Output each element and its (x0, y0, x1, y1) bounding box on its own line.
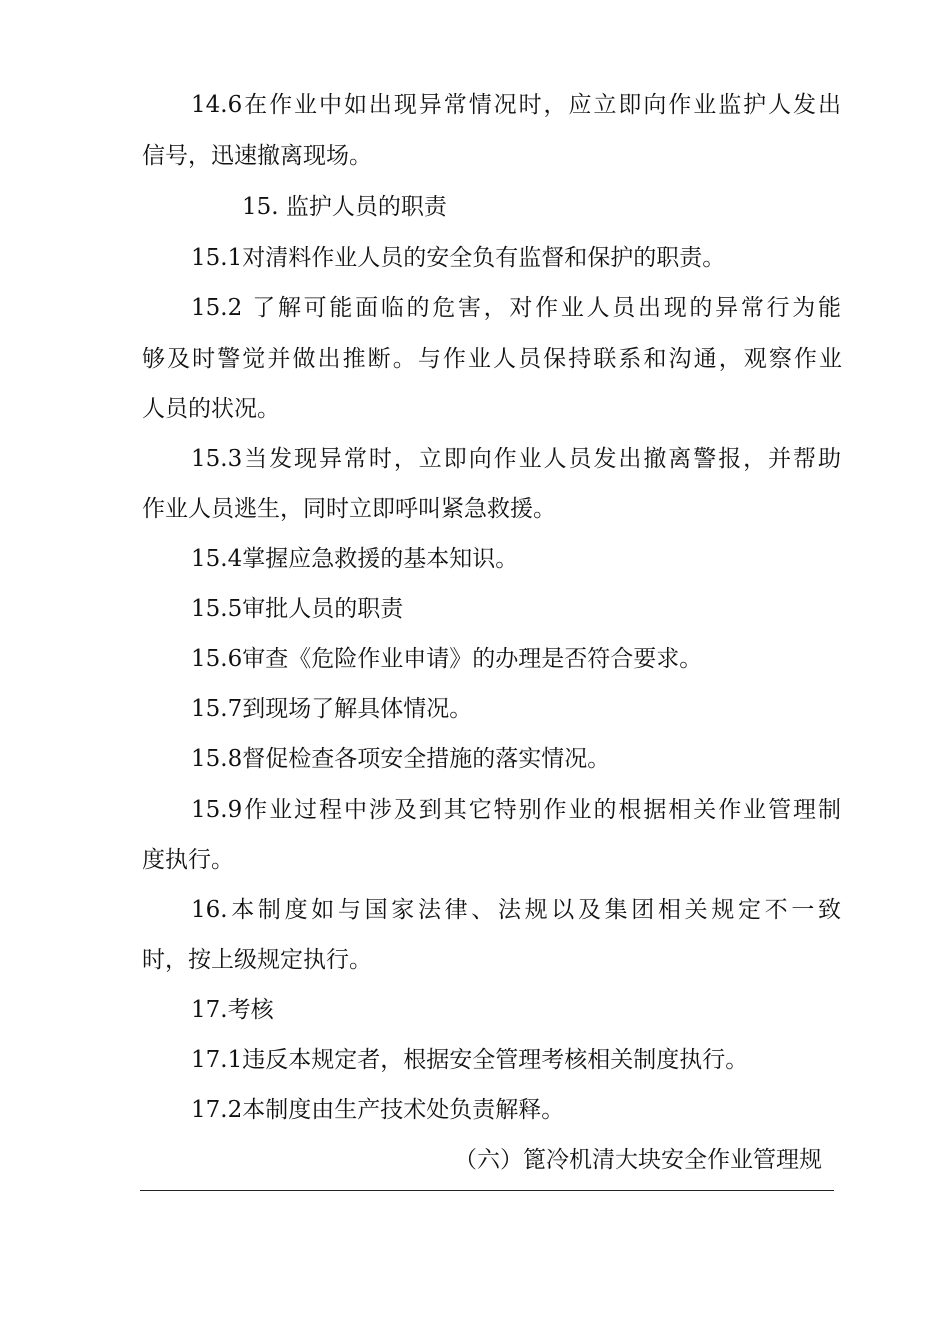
text-line: 14.6在作业中如出现异常情况时，应立即向作业监护人发出 (191, 92, 841, 118)
text-line: 15.8督促检查各项安全措施的落实情况。 (191, 746, 611, 772)
text-line: 信号，迅速撤离现场。 (142, 143, 372, 169)
text-line: 度执行。 (142, 847, 234, 873)
text-line: 15.2 了解可能面临的危害，对作业人员出现的异常行为能 (191, 295, 841, 321)
text-line: 16.本制度如与国家法律、法规以及集团相关规定不一致 (191, 897, 841, 923)
text-line: 15. 监护人员的职责 (242, 194, 447, 220)
text-line: 15.7到现场了解具体情况。 (191, 696, 473, 722)
text-line: 15.3当发现异常时，立即向作业人员发出撤离警报，并帮助 (191, 446, 841, 472)
page-footer-rule (140, 1190, 834, 1191)
text-line: 作业人员逃生，同时立即呼叫紧急救援。 (142, 496, 556, 522)
text-line: 15.6审查《危险作业申请》的办理是否符合要求。 (191, 646, 703, 672)
text-line: 15.4掌握应急救援的基本知识。 (191, 546, 519, 572)
text-line: 17.2本制度由生产技术处负责解释。 (191, 1097, 565, 1123)
text-line: 人员的状况。 (142, 396, 280, 422)
text-line: 够及时警觉并做出推断。与作业人员保持联系和沟通，观察作业 (142, 346, 842, 372)
text-line: 17.1违反本规定者，根据安全管理考核相关制度执行。 (191, 1047, 749, 1073)
text-line: 17.考核 (191, 997, 274, 1023)
text-line: 时，按上级规定执行。 (142, 947, 372, 973)
text-line: 15.1对清料作业人员的安全负有监督和保护的职责。 (191, 245, 726, 271)
text-line: 15.9作业过程中涉及到其它特别作业的根据相关作业管理制 (191, 797, 841, 823)
section-title-text: （六）篦冷机清大块安全作业管理规 (454, 1147, 822, 1173)
text-line: 15.5审批人员的职责 (191, 596, 404, 622)
